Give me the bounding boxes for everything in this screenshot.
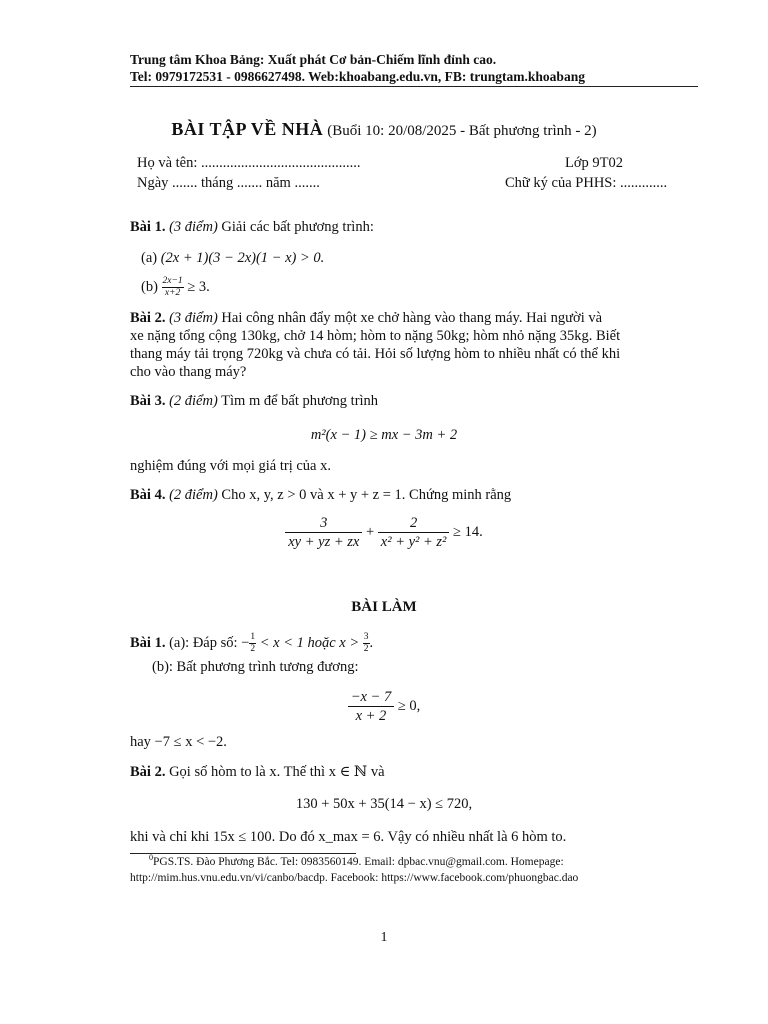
problem-1-points: (3 điểm)	[169, 219, 218, 235]
footnote-line-2: http://mim.hus.vnu.edu.vn/vi/canbo/bacdp. Facebook: https://www.facebook.com/phuongbac.dao	[130, 872, 579, 884]
header-line-2: Tel: 0979172531 - 0986627498. Web:khoabang.edu.vn, FB: trungtam.khoabang	[130, 69, 585, 84]
solution-2-formula: 130 + 50x + 35(14 − x) ≤ 720,	[295, 796, 473, 812]
problem-4-points: (2 điểm)	[169, 487, 218, 503]
problem-1a	[141, 250, 324, 267]
solution-2	[130, 764, 385, 781]
solution-1b-result: hay −7 ≤ x < −2.	[130, 734, 227, 750]
problem-2-line-3: thang máy tải trọng 720kg và chưa có tải. Hỏi số lượng hòm to nhiều nhất có thể khi	[130, 346, 621, 362]
title-sub: (Buổi 10: 20/08/2025 - Bất phương trình - 2)	[327, 123, 597, 139]
solution-1a-fraction-1	[249, 632, 256, 655]
problem-2-line-1	[130, 310, 602, 327]
problem-4-plus: +	[365, 523, 375, 540]
solution-1b-formula	[0, 688, 768, 725]
problem-4-tail: ≥ 14.	[453, 523, 483, 540]
solution-2-text: Gọi số hòm to là x. Thế thì x ∈ ℕ và	[169, 764, 385, 780]
problem-2-points: (3 điểm)	[169, 310, 218, 326]
problem-3-formula: m²(x − 1) ≥ mx − 3m + 2	[310, 427, 458, 443]
problem-1a-expr: (2x + 1)(3 − 2x)(1 − x) > 0.	[160, 250, 325, 266]
title-main: BÀI TẬP VỀ NHÀ	[171, 119, 324, 139]
solution-1b-denominator: x + 2	[355, 708, 387, 725]
solution-1a-fraction-2-denominator: 2	[363, 643, 369, 654]
problem-1	[130, 219, 374, 236]
footnote-line-1	[149, 853, 564, 868]
signature-field: Chữ ký của PHHS: .............	[505, 175, 668, 191]
problem-1b-label: (b)	[141, 278, 158, 295]
solution-1b-fraction	[348, 688, 395, 725]
solution-heading: BÀI LÀM	[351, 599, 417, 615]
problem-4-fraction-2-numerator: 2	[378, 514, 450, 533]
solution-1b-numerator: −x − 7	[348, 688, 395, 707]
header-line-1: Trung tâm Khoa Bảng: Xuất phát Cơ bản-Chiếm lĩnh đỉnh cao.	[130, 52, 497, 67]
problem-3-label: Bài 3.	[130, 393, 166, 409]
problem-2-text-1: Hai công nhân đẩy một xe chở hàng vào thang máy. Hai người và	[221, 310, 603, 326]
problem-4-formula	[0, 514, 768, 551]
class-field: Lớp 9T02	[565, 155, 624, 171]
problem-1b-tail: ≥ 3.	[187, 278, 210, 295]
solution-1a-end: .	[369, 634, 374, 651]
solution-1a-middle: < x < 1 hoặc x >	[259, 634, 360, 651]
problem-3	[130, 393, 378, 410]
problem-4-fraction-1-denominator: xy + yz + zx	[288, 534, 360, 551]
solution-2-label: Bài 2.	[130, 764, 166, 780]
problem-1b	[141, 276, 210, 299]
solution-1a-fraction-1-numerator: 1	[250, 632, 256, 642]
problem-4-fraction-1	[285, 514, 362, 551]
problem-1b-denominator: x+2	[164, 287, 181, 298]
problem-2-line-2: xe nặng tổng cộng 130kg, chở 14 hòm; hòm to nặng 50kg; hòm nhỏ nặng 35kg. Biết	[130, 328, 621, 344]
problem-2-line-4: cho vào thang máy?	[130, 364, 247, 380]
footnote-rule	[130, 853, 356, 854]
problem-4-label: Bài 4.	[130, 487, 166, 503]
header-rule	[130, 86, 698, 87]
problem-1a-label: (a)	[141, 250, 158, 266]
problem-4	[130, 487, 511, 504]
solution-1a-fraction-2	[363, 632, 370, 655]
problem-4-text: Cho x, y, z > 0 và x + y + z = 1. Chứng minh rằng	[221, 487, 512, 503]
page-title	[0, 119, 768, 140]
date-field: Ngày ....... tháng ....... năm .......	[137, 175, 320, 191]
solution-1a-fraction-2-numerator: 3	[363, 632, 369, 642]
problem-3-after: nghiệm đúng với mọi giá trị của x.	[130, 458, 331, 474]
solution-1b-tail: ≥ 0,	[397, 697, 421, 714]
footnote-mark: 0	[149, 853, 154, 863]
problem-1-text: Giải các bất phương trình:	[221, 219, 374, 235]
problem-2-label: Bài 2.	[130, 310, 166, 326]
footnote-text-1: PGS.TS. Đào Phương Bắc. Tel: 0983560149. Email: dpbac.vnu@gmail.com. Homepage:	[153, 856, 564, 868]
name-field: Họ và tên: ............................................	[137, 155, 361, 171]
solution-1a	[130, 632, 373, 655]
problem-1b-numerator: 2x−1	[162, 276, 183, 286]
page-number: 1	[380, 930, 388, 945]
problem-3-text: Tìm m để bất phương trình	[221, 393, 379, 409]
solution-1-label: Bài 1.	[130, 634, 166, 651]
problem-4-fraction-2	[378, 514, 450, 551]
problem-4-fraction-2-denominator: x² + y² + z²	[380, 534, 447, 551]
solution-1b-text: (b): Bất phương trình tương đương:	[152, 659, 359, 675]
solution-1a-fraction-1-denominator: 2	[250, 643, 256, 654]
solution-2-conclusion: khi và chỉ khi 15x ≤ 100. Do đó x_max = 6. Vậy có nhiều nhất là 6 hòm to.	[130, 829, 567, 845]
solution-1a-text: (a): Đáp số: −	[169, 634, 250, 651]
problem-4-fraction-1-numerator: 3	[285, 514, 362, 533]
problem-1-label: Bài 1.	[130, 219, 166, 235]
problem-1b-fraction	[162, 276, 184, 299]
problem-3-points: (2 điểm)	[169, 393, 218, 409]
